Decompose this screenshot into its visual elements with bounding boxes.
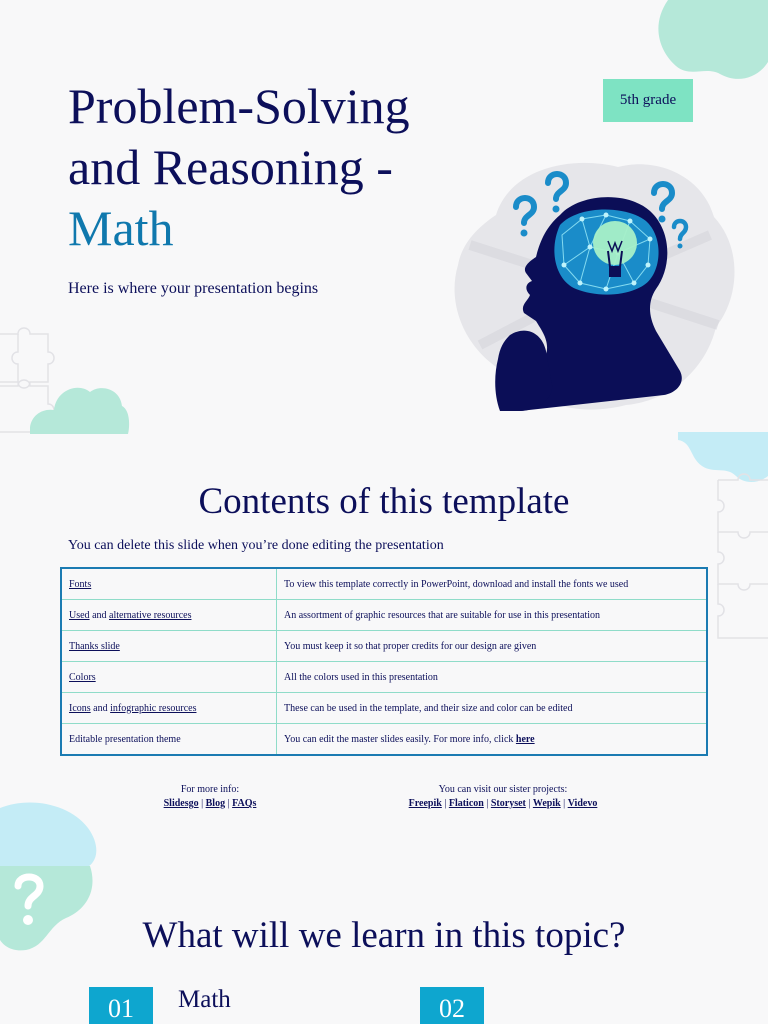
topic-heading: What will we learn in this topic? [142,915,626,956]
title-accent: Math [68,200,174,256]
title-line-2: and Reasoning - [68,139,393,195]
table-cell [277,724,708,756]
table-cell: An assortment of graphic resources that are suitable for use in this presentation [277,600,708,631]
separator: | [525,798,533,809]
sister-projects-links [383,797,623,811]
faqs-link[interactable]: FAQs [232,798,257,809]
table-cell [61,662,277,693]
table-cell [61,568,277,600]
table-row [61,600,707,631]
table-cell: To view this template correctly in PowerPoint, download and install the fonts we used [277,568,708,600]
topic-label-01: Math [178,986,231,1013]
here-link[interactable]: here [515,733,535,745]
separator: | [198,798,206,809]
thanks-slide-link[interactable]: Thanks slide [69,640,120,652]
contents-note: You can delete this slide when you’re done editing the presentation [68,538,444,553]
separator: | [225,798,233,809]
table-cell: Editable presentation theme [61,724,277,756]
fonts-link[interactable]: Fonts [69,578,92,590]
more-info [130,783,290,811]
wepik-link[interactable]: Wepik [532,798,561,809]
separator: | [560,798,568,809]
more-info-links [130,797,290,811]
infographic-resources-link[interactable]: infographic resources [110,702,197,714]
blog-link[interactable]: Blog [205,798,226,809]
topic-number-02: 02 [420,987,484,1024]
table-cell [61,631,277,662]
videvo-link[interactable]: Videvo [567,798,598,809]
edit-master-text: You can edit the master slides easily. For more info, click [284,733,516,745]
table-cell [61,600,277,631]
and-text: and [89,609,110,621]
table-cell [61,693,277,724]
flaticon-link[interactable]: Flaticon [448,798,484,809]
table-cell: These can be used in the template, and their size and color can be edited [277,693,708,724]
freepik-link[interactable]: Freepik [408,798,442,809]
sister-projects [383,783,623,811]
and-text: and [90,702,111,714]
subtitle: Here is where your presentation begins [68,280,319,297]
table-row [61,662,707,693]
grade-badge: 5th grade [603,79,693,122]
storyset-link[interactable]: Storyset [490,798,526,809]
mint-blob-top-right [650,0,768,82]
separator: | [441,798,449,809]
table-row [61,631,707,662]
contents-table [60,567,708,756]
table-cell: All the colors used in this presentation [277,662,708,693]
thinking-head-illustration [450,155,740,415]
title-line-1: Problem-Solving [68,78,410,134]
colors-link[interactable]: Colors [69,671,96,683]
separator: | [483,798,491,809]
table-row [61,568,707,600]
more-info-label: For more info: [180,784,240,795]
table-cell: You must keep it so that proper credits for our design are given [277,631,708,662]
sister-projects-label: You can visit our sister projects: [438,784,568,795]
alternative-resources-link[interactable]: alternative resources [109,609,192,621]
table-row [61,724,707,756]
used-link[interactable]: Used [69,609,90,621]
icons-link[interactable]: Icons [69,702,91,714]
page-title [68,76,410,259]
mint-cloud-left [30,382,130,434]
table-row [61,693,707,724]
slidesgo-link[interactable]: Slidesgo [163,798,199,809]
topic-number-01: 01 [89,987,153,1024]
contents-heading: Contents of this template [198,481,570,522]
